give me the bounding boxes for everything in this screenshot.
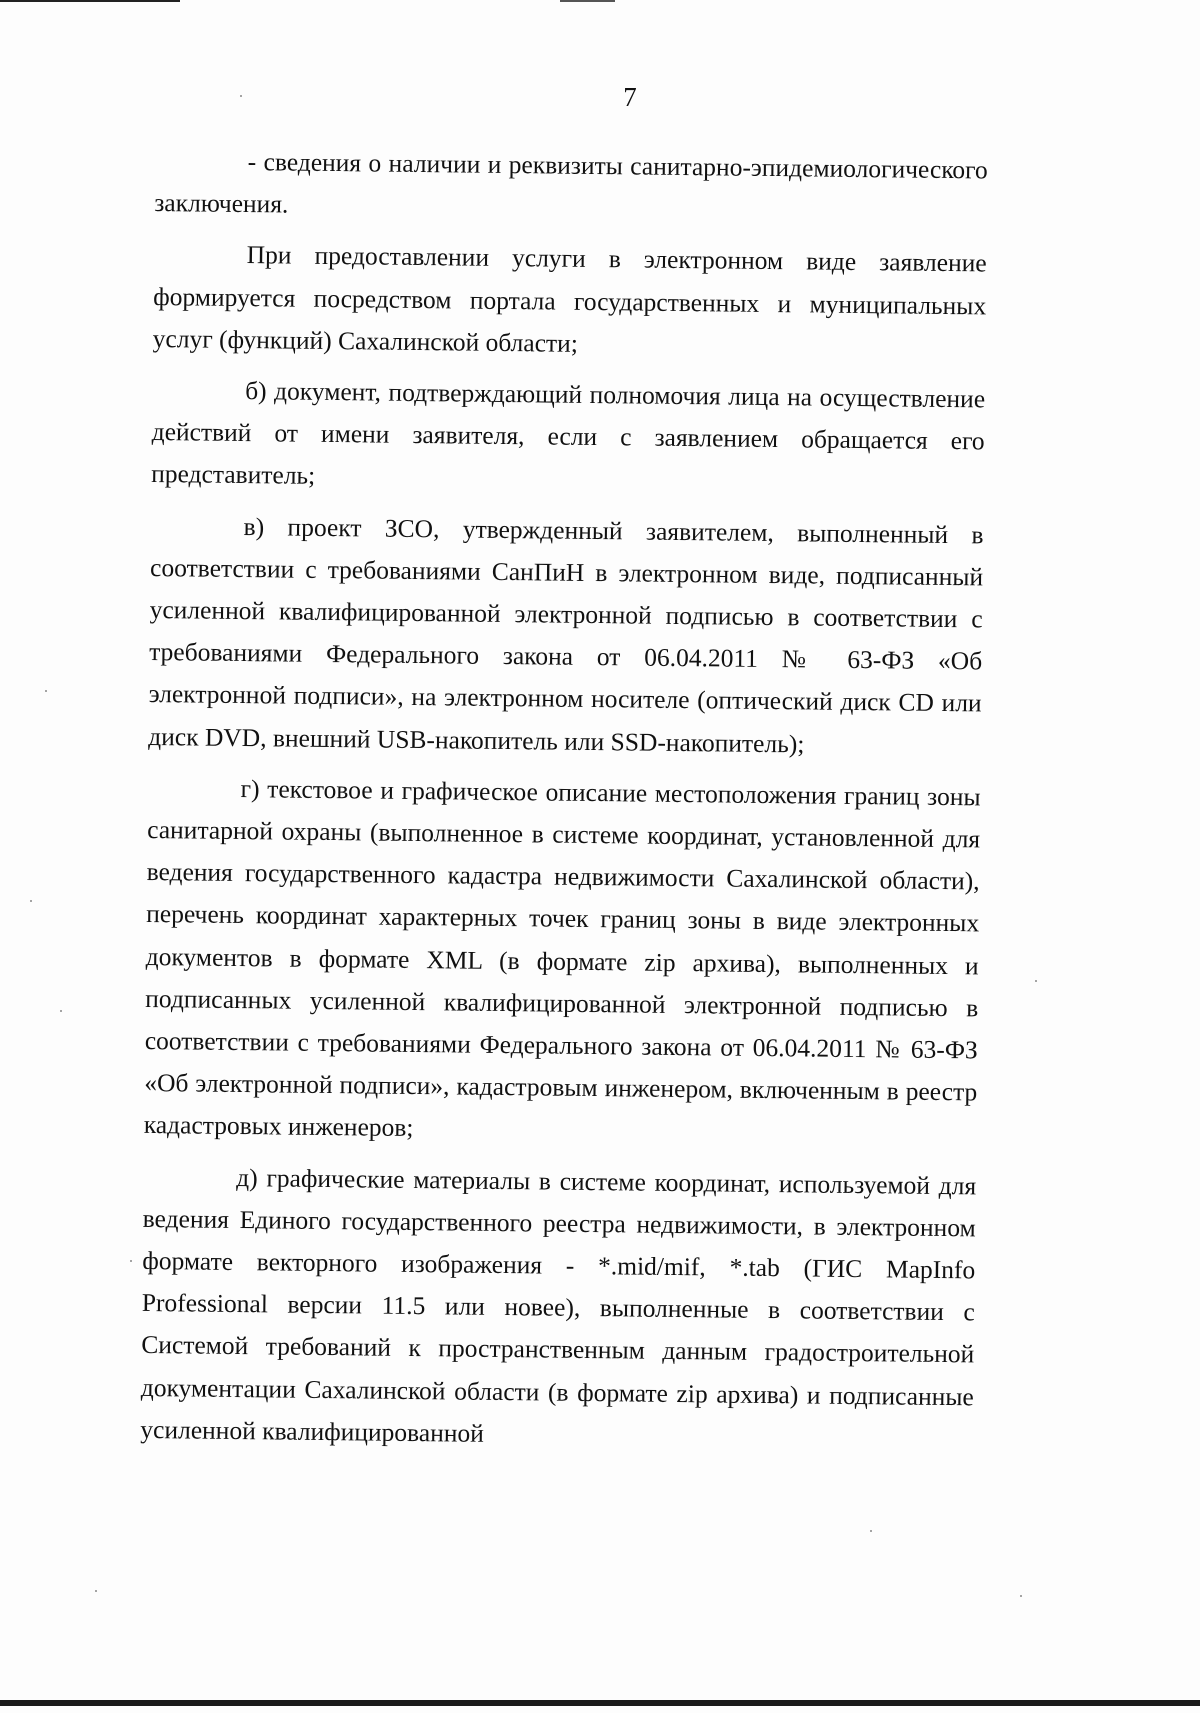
scan-speck — [45, 690, 47, 692]
scan-speck — [870, 1530, 872, 1532]
scan-speck — [60, 1010, 62, 1012]
scan-speck — [240, 95, 242, 97]
paragraph-item-b: б) документ, подтверждающий полномочия лица на осуществление действий от имени заявителя, если с заявлением обращается его представитель; — [151, 376, 986, 491]
scan-edge-line — [560, 0, 615, 2]
scan-speck — [30, 900, 32, 902]
scan-speck — [1020, 1595, 1022, 1597]
scan-speck — [95, 1590, 97, 1592]
paragraph-item-v: в) проект ЗСО, утвержденный заявителем, выполненный в соответствии с требованиями СанПиН в электронном виде, подписанный усиленной квалифицированной электронной подписью в соответствии с требованиями Федерального закона от 06.04.2011 № 63-ФЗ «Об электронной подписи», на электронном носителе (оптический диск CD или диск DVD, внешний USB-накопитель или SSD-накопитель); — [148, 511, 984, 759]
paragraph-sanitary-conclusion: - сведения о наличии и реквизиты санитарно-эпидемиологического заключения. — [154, 147, 988, 219]
paragraph-item-g: г) текстовое и графическое описание местоположения границ зоны санитарной охраны (выполненное в системе координат, установленной для ведения государственного кадастра недвижимости Сахалинской области), перечень координат характерных точек границ зоны в виде электронных документов в формате XML (в формате zip архива), выполненных и подписанных усиленной квалифицированной электронной подписью в соответствии с требованиями Федерального закона от 06.04.2011 № 63-ФЗ «Об электронной подписи», кадастровым инженером, включенным в реестр кадастровых инженеров; — [143, 773, 981, 1143]
scan-speck — [130, 1260, 132, 1262]
scan-edge-line — [0, 0, 180, 2]
scan-speck — [1035, 980, 1037, 982]
page-number: 7 — [623, 82, 637, 112]
scan-edge-line — [0, 1700, 1200, 1706]
body-text — [140, 140, 988, 1469]
paragraph-electronic-application: При предоставлении услуги в электронном виде заявление формируется посредством портала государственных и муниципальных услуг (функций) Сахалинской области; — [152, 240, 987, 358]
paragraph-item-d: д) графические материалы в системе координат, используемой для ведения Единого государственного реестра недвижимости, в электронном формате векторного изображения - *.mid/mif, *.tab (ГИС MapInfo Professional версии 11.5 или новее), выполненные в соответствии с Системой требований к пространственным данным градостроительной документации Сахалинской области (в формате zip архива) и подписанные усиленной квалифицированной — [140, 1162, 977, 1448]
